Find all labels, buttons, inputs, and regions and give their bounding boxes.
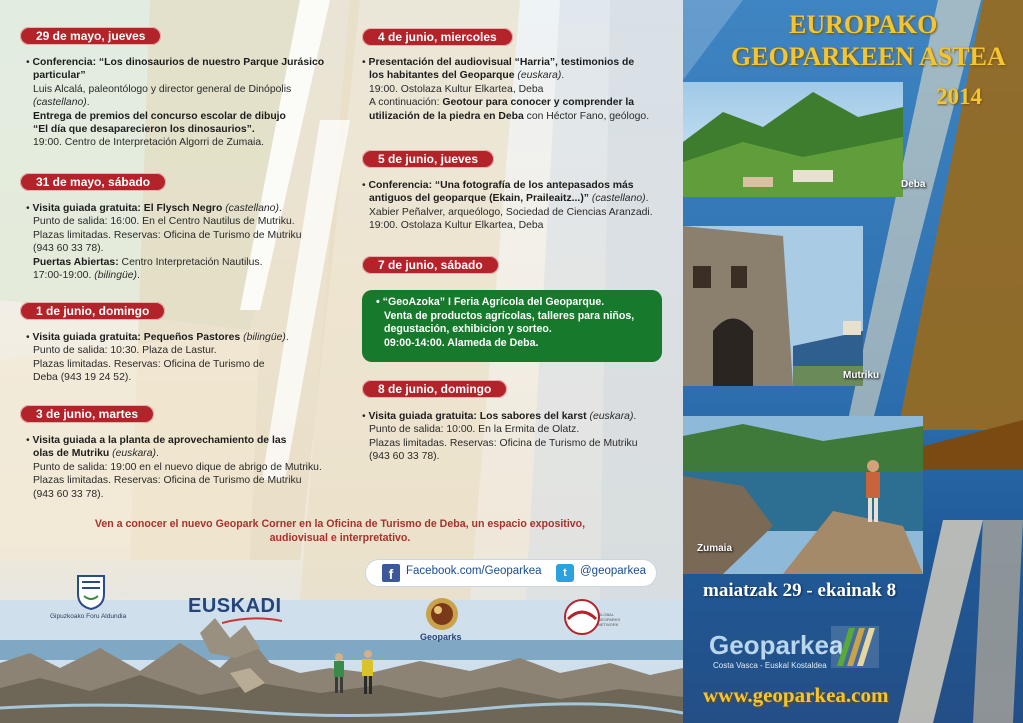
- event-line: (943 60 33 78).: [33, 243, 104, 255]
- event-line: 19:00. Centro de Interpretación Algorri de Zumaia.: [33, 137, 265, 149]
- event-line: Plazas limitadas. Reservas: Oficina de Turismo de: [33, 358, 265, 370]
- event-line: Punto de salida: 19:00 en el nuevo dique de abrigo de Mutriku.: [33, 461, 322, 473]
- event-line: • Visita guiada gratuita: El Flysch Negro (castellano).: [26, 203, 282, 214]
- event-line: (943 60 33 78).: [369, 451, 440, 463]
- date-badge-31-mayo: 31 de mayo, sábado: [20, 173, 166, 191]
- event-line: utilización de la piedra en Deba con Héctor Fano, geólogo.: [369, 110, 650, 122]
- global-geoparks-text: GLOBAL GEOPARKS NETWORK: [598, 612, 621, 627]
- event-29-mayo: [26, 56, 324, 150]
- gipuzkoa-shield-icon: [76, 574, 106, 610]
- date-badge-7-junio: 7 de junio, sábado: [362, 256, 499, 274]
- gipuzkoa-logo-text: Gipuzkoako Foru Aldundia: [50, 613, 127, 620]
- date-badge-3-junio: 3 de junio, martes: [20, 405, 154, 423]
- event-line: (castellano).: [33, 97, 90, 109]
- date-badge-8-junio: 8 de junio, domingo: [362, 380, 507, 398]
- event-line: Plazas limitadas. Reservas: Oficina de Turismo de Mutriku: [369, 437, 638, 449]
- geopark-corner-note: [30, 518, 650, 545]
- event-line: los habitantes del Geoparque (euskara).: [369, 70, 565, 82]
- event-line: Plazas limitadas. Reservas: Oficina de Turismo de Mutriku: [33, 229, 302, 241]
- flysch-rocks-photo: [0, 613, 683, 723]
- note-line: Ven a conocer el nuevo Geopark Corner en la Oficina de Turismo de Deba, un espacio expositivo,: [94, 518, 586, 530]
- event-line: Punto de salida: 10:00. En la Ermita de Olatz.: [369, 424, 580, 436]
- event-line: A continuación: Geotour para conocer y comprender la: [369, 97, 635, 109]
- event-line: Entrega de premios del concurso escolar de dibujo: [33, 110, 286, 122]
- geoazoka-line: • “GeoAzoka” I Feria Agrícola del Geoparque.: [376, 296, 605, 308]
- cover-dates: maiatzak 29 - ekainak 8: [703, 580, 897, 601]
- event-line: • Visita guiada gratuita: Los sabores del karst (euskara).: [362, 411, 637, 422]
- cover-panel: [683, 0, 1023, 723]
- geoazoka-box: [362, 290, 662, 362]
- event-line: Punto de salida: 10:30. Plaza de Lastur.: [33, 345, 217, 357]
- event-line: 19:00. Ostolaza Kultur Elkartea, Deba: [369, 83, 544, 95]
- facebook-link[interactable]: Facebook.com/Geoparkea: [406, 565, 542, 577]
- deba-photo: [683, 82, 903, 197]
- event-5-junio: [362, 179, 653, 233]
- event-line: 19:00. Ostolaza Kultur Elkartea, Deba: [369, 220, 544, 232]
- event-line: particular”: [33, 70, 86, 82]
- event-line: • Conferencia: “Una fotografía de los antepasados más: [362, 180, 634, 191]
- geoparkea-brand: Geoparkea: [709, 630, 844, 660]
- event-line: • Conferencia: “Los dinosaurios de nuestro Parque Jurásico: [26, 57, 325, 68]
- event-31-mayo: [26, 202, 302, 282]
- geoazoka-line: degustación, exhibicion y sorteo.: [384, 323, 552, 336]
- photo-label-mutriku: Mutriku: [843, 370, 880, 381]
- event-3-junio: [26, 434, 322, 501]
- event-line: “El día que desaparecieron los dinosaurios”.: [33, 124, 255, 136]
- geoparkea-tagline: Costa Vasca - Euskal Kostaldea: [713, 661, 827, 670]
- event-line: antiguos del geoparque (Ekain, Praileaitz...)” (castellano).: [369, 193, 649, 205]
- date-badge-1-junio: 1 de junio, domingo: [20, 302, 165, 320]
- event-4-junio: [362, 56, 649, 123]
- cover-title-line1: EUROPAKO: [789, 10, 938, 39]
- event-line: 17:00-19:00. (bilingüe).: [33, 270, 140, 282]
- event-line: Luis Alcalá, paleontólogo y director general de Dinópolis: [33, 83, 292, 95]
- event-8-junio: [362, 410, 638, 464]
- event-line: • Presentación del audiovisual “Harria”, testimonios de: [362, 57, 635, 68]
- event-line: Plazas limitadas. Reservas: Oficina de Turismo de Mutriku: [33, 475, 302, 487]
- event-line: olas de Mutriku (euskara).: [33, 448, 159, 460]
- event-line: • Visita guiada a la planta de aprovechamiento de las: [26, 435, 287, 446]
- event-line: Puertas Abiertas: Centro Interpretación Nautilus.: [33, 256, 263, 268]
- note-line: audiovisual e interpretativo.: [269, 531, 411, 544]
- facebook-icon[interactable]: f: [382, 564, 400, 582]
- date-badge-5-junio: 5 de junio, jueves: [362, 150, 494, 168]
- photo-label-zumaia: Zumaia: [697, 543, 733, 554]
- cover-year: 2014: [936, 84, 982, 109]
- website-url[interactable]: www.geoparkea.com: [703, 683, 889, 707]
- cover-title-line2: GEOPARKEEN ASTEA: [731, 42, 1006, 71]
- event-line: Punto de salida: 16:00. En el Centro Nautilus de Mutriku.: [33, 216, 295, 228]
- event-line: • Visita guiada gratuita: Pequeños Pastores (bilingüe).: [26, 332, 289, 343]
- date-badge-29-mayo: 29 de mayo, jueves: [20, 27, 161, 45]
- twitter-link[interactable]: @geoparkea: [580, 565, 647, 577]
- mutriku-photo: [683, 226, 863, 386]
- geoparkea-logo-icon: [831, 626, 879, 668]
- twitter-icon[interactable]: t: [556, 564, 574, 582]
- geoazoka-line: Venta de productos agrícolas, talleres para niños,: [384, 309, 635, 322]
- geoazoka-line: 09:00-14:00. Alameda de Deba.: [384, 336, 539, 349]
- event-line: (943 60 33 78).: [33, 488, 104, 500]
- event-1-junio: [26, 331, 289, 385]
- photo-label-deba: Deba: [901, 179, 926, 190]
- geoparks-logo-text: Geoparks: [420, 632, 462, 642]
- event-line: Xabier Peñalver, arqueólogo, Sociedad de Ciencias Aranzadi.: [369, 206, 653, 218]
- euskadi-logo: EUSKADI: [188, 595, 282, 617]
- date-badge-4-junio: 4 de junio, miercoles: [362, 28, 513, 46]
- social-bar: [366, 560, 656, 586]
- event-line: Deba (943 19 24 52).: [33, 372, 132, 384]
